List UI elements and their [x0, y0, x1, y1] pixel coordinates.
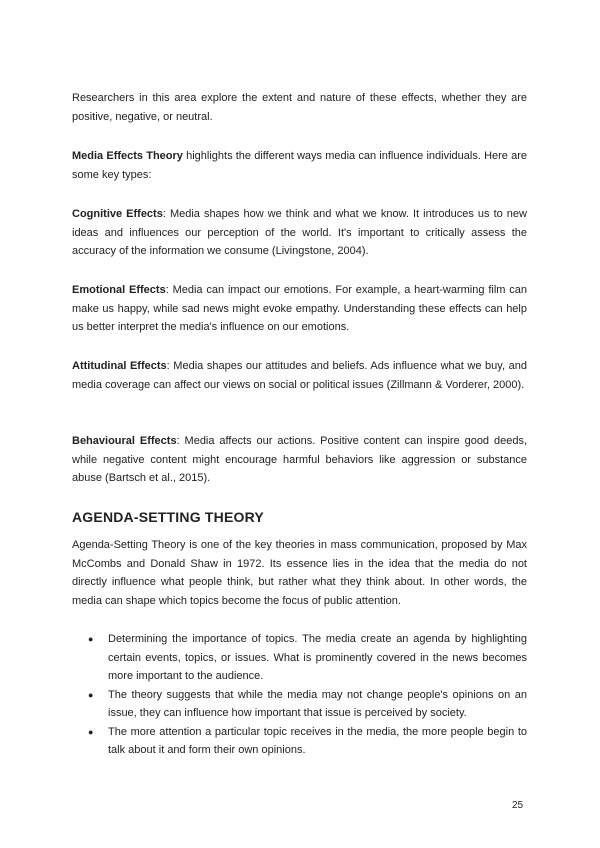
- agenda-setting-intro: Agenda-Setting Theory is one of the key theories in mass communication, proposed by Max McCombs and Donald Shaw in 1972. Its essence lies in the idea that the media do not directly influence what people think, but rather what they think about. In other words, the media can shape which topics become the focus of public attention.: [72, 539, 527, 607]
- list-item: [72, 723, 527, 760]
- bullet-icon: ●: [88, 689, 94, 700]
- attitudinal-effects-lead: Attitudinal Effects: [72, 360, 167, 372]
- list-item: [72, 686, 527, 723]
- agenda-setting-heading: AGENDA-SETTING THEORY: [72, 509, 264, 525]
- behavioural-effects-text: : Media affects our actions. Positive content can inspire good deeds, while negative content might encourage harmful behaviors like aggression or substance abuse (Bartsch et al., 2015).: [72, 435, 527, 484]
- list-item-text: Determining the importance of topics. The media create an agenda by highlighting certain events, topics, or issues. What is prominently covered in the news becomes more important to the audience.: [108, 633, 527, 682]
- attitudinal-effects-text: : Media shapes our attitudes and beliefs. Ads influence what we buy, and media coverage can affect our views on social or political issues (Zillmann & Vorderer, 2000).: [72, 360, 527, 391]
- behavioural-effects-lead: Behavioural Effects: [72, 435, 177, 447]
- list-item-text: The theory suggests that while the media may not change people's opinions on an issue, they can influence how important that issue is perceived by society.: [108, 688, 527, 719]
- emotional-effects-lead: Emotional Effects: [72, 284, 166, 296]
- page-number: 25: [512, 800, 524, 811]
- media-effects-lead: Media Effects Theory: [72, 150, 183, 162]
- cognitive-effects-lead: Cognitive Effects: [72, 208, 163, 220]
- cognitive-effects-text: : Media shapes how we think and what we know. It introduces us to new ideas and influences our perception of the world. It's important to critically assess the accuracy of the information we consume (Livingstone, 2004).: [72, 208, 527, 257]
- emotional-effects-text: : Media can impact our emotions. For example, a heart-warming film can make us happy, while sad news might evoke empathy. Understanding these effects can help us better interpret the media's influence on our emotions.: [72, 284, 527, 333]
- agenda-bullet-list: [72, 630, 527, 760]
- media-effects-paragraph: [72, 147, 527, 184]
- bullet-icon: ●: [88, 634, 94, 644]
- bullet-icon: ●: [88, 726, 94, 737]
- emotional-effects-paragraph: [72, 281, 527, 337]
- behavioural-effects-paragraph: [72, 432, 527, 488]
- intro-paragraph: Researchers in this area explore the extent and nature of these effects, whether they are positive, negative, or neutral.: [72, 92, 527, 123]
- list-item-text: The more attention a particular topic receives in the media, the more people begin to talk about it and form their own opinions.: [108, 725, 527, 756]
- list-item: [72, 630, 527, 686]
- media-effects-text: highlights the different ways media can influence individuals. Here are some key types:: [72, 150, 528, 181]
- attitudinal-effects-paragraph: [72, 357, 527, 394]
- cognitive-effects-paragraph: [72, 205, 527, 261]
